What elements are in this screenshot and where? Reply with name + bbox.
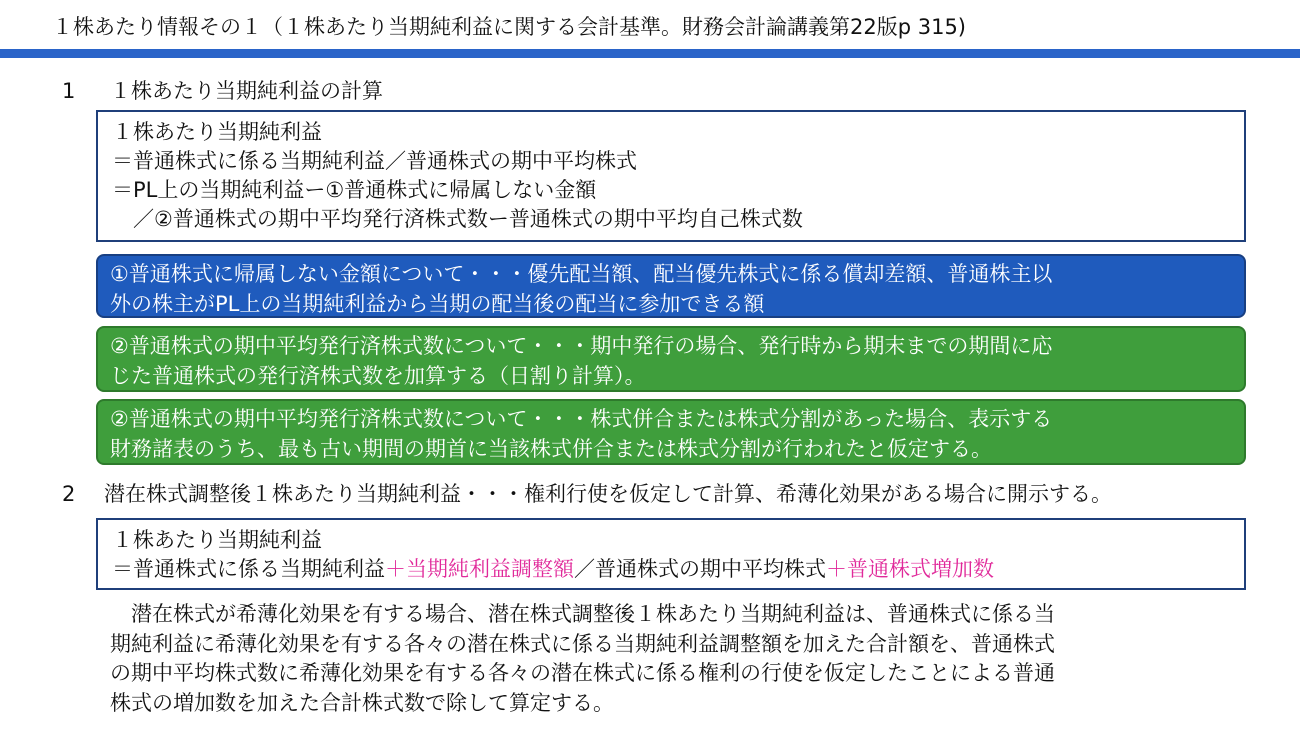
note-weighted-shares-issuance	[96, 326, 1246, 392]
note-line: じた普通株式の発行済株式数を加算する（日割り計算）。	[110, 364, 646, 388]
eps-formula-box	[96, 110, 1246, 242]
section-2-number: 2	[62, 482, 76, 506]
paragraph-line: の期中平均株式数に希薄化効果を有する各々の潜在株式に係る権利の行使を仮定したことによる普通	[110, 661, 1055, 685]
diluted-eps-explanation	[110, 600, 1220, 718]
note-line: ②普通株式の期中平均発行済株式数について・・・株式併合または株式分割があった場合、表示する	[110, 407, 1053, 431]
formula-income-adjustment: ＋当期純利益調整額	[385, 557, 574, 581]
note-line: 財務諸表のうち、最も古い期間の期首に当該株式併合または株式分割が行われたと仮定する。	[110, 437, 992, 461]
section-2-heading: 潜在株式調整後１株あたり当期純利益・・・権利行使を仮定して計算、希薄化効果がある場合に開示する。	[104, 482, 1112, 506]
paragraph-line: 株式の増加数を加えた合計株式数で除して算定する。	[110, 690, 614, 715]
page-title: １株あたり情報その１（１株あたり当期純利益に関する会計基準。財務会計論講義第22版p 315)	[52, 15, 966, 39]
formula-line	[112, 555, 1230, 584]
formula-line: １株あたり当期純利益	[112, 528, 322, 552]
note-line: ①普通株式に帰属しない金額について・・・優先配当額、配当優先株式に係る償却差額、普通株主以	[110, 262, 1053, 286]
note-non-common-amount	[96, 254, 1246, 318]
paragraph-line: 期純利益に希薄化効果を有する各々の潜在株式に係る当期純利益調整額を加えた合計額を、普通株式	[110, 631, 1055, 656]
paragraph-line: 潜在株式が希薄化効果を有する場合、潜在株式調整後１株あたり当期純利益は、普通株式に係る当	[110, 602, 1055, 626]
formula-line: ＝PL上の当期純利益ー①普通株式に帰属しない金額	[112, 178, 597, 202]
note-line: ②普通株式の期中平均発行済株式数について・・・期中発行の場合、発行時から期末までの期間に応	[110, 334, 1053, 358]
formula-average-shares: ／普通株式の期中平均株式	[574, 557, 826, 581]
formula-share-increase: ＋普通株式増加数	[826, 557, 994, 581]
note-line: 外の株主がPL上の当期純利益から当期の配当後の配当に参加できる額	[110, 292, 765, 316]
formula-line: ＝普通株式に係る当期純利益／普通株式の期中平均株式	[112, 149, 637, 173]
title-underline-bar	[0, 49, 1300, 58]
section-1-number: 1	[62, 79, 76, 103]
note-weighted-shares-split	[96, 399, 1246, 465]
diluted-eps-formula-box	[96, 518, 1246, 590]
formula-line: １株あたり当期純利益	[112, 120, 322, 144]
formula-line: ／②普通株式の期中平均発行済株式数ー普通株式の期中平均自己株式数	[112, 207, 803, 231]
formula-net-income: ＝普通株式に係る当期純利益	[112, 557, 385, 581]
section-1-heading: １株あたり当期純利益の計算	[110, 79, 383, 103]
